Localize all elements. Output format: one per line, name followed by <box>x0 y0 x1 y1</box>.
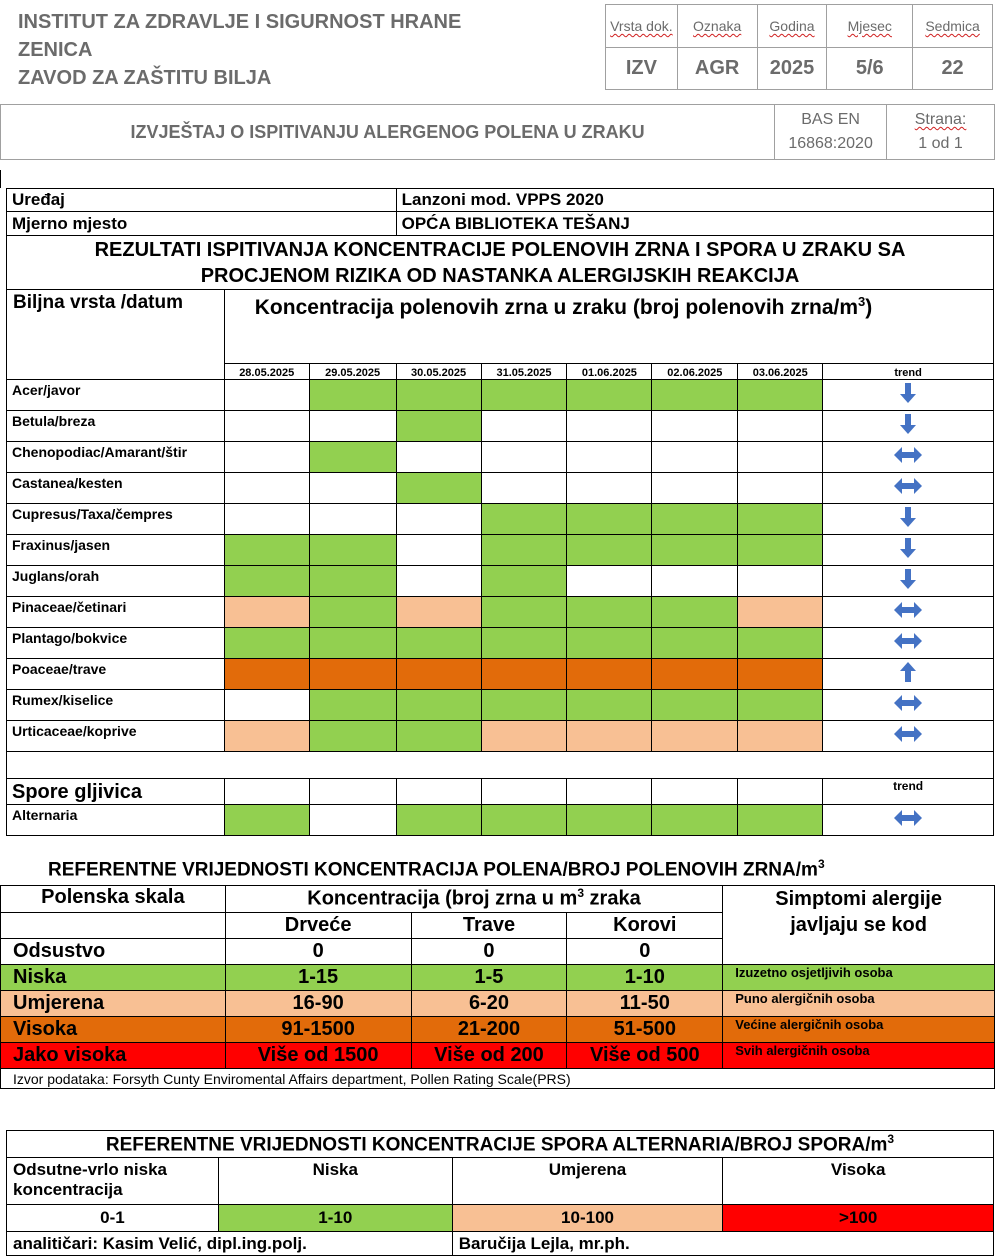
empty-cell <box>309 779 396 805</box>
level-weeds: 0 <box>567 939 723 965</box>
concentration-cell <box>738 380 823 411</box>
code-label-week: Sedmica <box>913 5 993 48</box>
concentration-cell <box>738 566 823 597</box>
level-symptoms: Puno alergičnih osoba <box>723 991 995 1017</box>
arrow-left-right-icon <box>893 606 923 623</box>
page-label: Strana: <box>914 111 967 128</box>
level-symptoms: Većine alergičnih osoba <box>723 1017 995 1043</box>
standard-reference <box>775 105 887 160</box>
concentration-cell <box>738 805 823 836</box>
arrow-left-right-icon <box>893 482 923 499</box>
concentration-cell <box>396 473 481 504</box>
empty-cell <box>396 779 481 805</box>
spore-category-high: Visoka <box>723 1158 994 1205</box>
concentration-cell <box>652 721 738 752</box>
level-grasses: 1-5 <box>411 965 567 991</box>
arrow-left-right-icon <box>893 637 923 654</box>
species-name: Betula/breza <box>7 411 225 442</box>
arrow-down-icon <box>899 422 917 439</box>
concentration-cell <box>481 597 567 628</box>
concentration-cell <box>481 566 567 597</box>
concentration-cell <box>309 504 396 535</box>
level-label: Umjerena <box>1 991 226 1017</box>
concentration-cell <box>567 721 652 752</box>
concentration-cell <box>224 805 309 836</box>
concentration-cell <box>738 411 823 442</box>
pollen-reference-table <box>0 885 995 1089</box>
species-row <box>7 504 994 535</box>
reference-level-row <box>1 965 995 991</box>
level-trees: 0 <box>225 939 411 965</box>
reference-level-row <box>1 1017 995 1043</box>
concentration-cell <box>481 504 567 535</box>
concentration-cell <box>224 597 309 628</box>
code-value-doc-type: IZV <box>606 48 678 90</box>
concentration-cell <box>224 690 309 721</box>
margin-mark <box>0 170 1 188</box>
concentration-cell <box>396 411 481 442</box>
spores-trend-header: trend <box>823 779 994 805</box>
species-row <box>7 628 994 659</box>
concentration-cell <box>224 535 309 566</box>
concentration-cell <box>738 628 823 659</box>
concentration-range-header: Koncentracija (broj zrna u $m^3$ zraka <box>225 886 723 913</box>
spore-category-absent: Odsutne-vrlo niska koncentracija <box>7 1158 219 1205</box>
species-row <box>7 411 994 442</box>
concentration-cell <box>309 566 396 597</box>
species-name: Pinaceae/četinari <box>7 597 225 628</box>
date-header: 02.06.2025 <box>652 364 738 380</box>
concentration-cell <box>567 411 652 442</box>
code-value-year: 2025 <box>757 48 827 90</box>
concentration-cell <box>738 535 823 566</box>
institute-line-3: ZAVOD ZA ZAŠTITU BILJA <box>18 67 272 89</box>
concentration-cell <box>481 442 567 473</box>
code-label-doc-type: Vrsta dok. <box>606 5 678 48</box>
date-header: 03.06.2025 <box>738 364 823 380</box>
measuring-place-label: Mjerno mjesto <box>7 212 397 236</box>
trend-cell <box>823 473 994 504</box>
empty-cell <box>567 779 652 805</box>
level-label: Visoka <box>1 1017 226 1043</box>
page-number <box>887 105 995 160</box>
concentration-cell <box>309 473 396 504</box>
empty-cell <box>224 779 309 805</box>
concentration-cell <box>652 473 738 504</box>
concentration-cell <box>481 721 567 752</box>
concentration-cell <box>567 473 652 504</box>
level-weeds: 11-50 <box>567 991 723 1017</box>
concentration-cell <box>396 597 481 628</box>
species-name: Alternaria <box>7 805 225 836</box>
date-header: 30.05.2025 <box>396 364 481 380</box>
concentration-cell <box>224 473 309 504</box>
concentration-cell <box>481 805 567 836</box>
level-grasses: Više od 200 <box>411 1043 567 1069</box>
species-name: Chenopodiac/Amarant/štir <box>7 442 225 473</box>
species-name: Urticaceae/koprive <box>7 721 225 752</box>
level-trees: Više od 1500 <box>225 1043 411 1069</box>
spore-reference-title: REFERENTNE VRIJEDNOSTI KONCENTRACIJE SPORA ALTERNARIA/BROJ SPORA/$m^3$ <box>7 1131 994 1158</box>
concentration-cell <box>309 659 396 690</box>
spore-value-moderate: 10-100 <box>452 1205 723 1232</box>
trees-header: Drveće <box>225 913 411 939</box>
arrow-down-icon <box>899 577 917 594</box>
concentration-cell <box>224 442 309 473</box>
concentration-cell <box>738 659 823 690</box>
concentration-cell <box>738 473 823 504</box>
code-label-year: Godina <box>757 5 827 48</box>
spore-value-absent: 0-1 <box>7 1205 219 1232</box>
concentration-cell <box>567 566 652 597</box>
trend-cell <box>823 721 994 752</box>
device-label: Uređaj <box>7 189 397 212</box>
date-header: 31.05.2025 <box>481 364 567 380</box>
concentration-cell <box>567 628 652 659</box>
species-row <box>7 473 994 504</box>
species-row <box>7 566 994 597</box>
trend-cell <box>823 659 994 690</box>
concentration-cell <box>567 535 652 566</box>
page-value: 1 od 1 <box>918 135 963 152</box>
concentration-cell <box>481 628 567 659</box>
reference-level-row <box>1 1043 995 1069</box>
concentration-header: Koncentracija polenovih zrna u zraku (broj polenovih zrna/$m^3$) <box>224 290 993 364</box>
empty-cell <box>481 779 567 805</box>
pollen-reference-title: REFERENTNE VRIJEDNOSTI KONCENTRACIJA POLENA/BROJ POLENOVIH ZRNA/$m^3$ <box>48 857 825 881</box>
code-value-week: 22 <box>913 48 993 90</box>
arrow-down-icon <box>899 391 917 408</box>
trend-cell <box>823 690 994 721</box>
concentration-cell <box>309 690 396 721</box>
concentration-cell <box>396 690 481 721</box>
concentration-cell <box>652 380 738 411</box>
arrow-up-icon <box>899 670 917 687</box>
trend-cell <box>823 805 994 836</box>
level-symptoms: Svih alergičnih osoba <box>723 1043 995 1069</box>
level-trees: 1-15 <box>225 965 411 991</box>
species-row <box>7 442 994 473</box>
level-grasses: 6-20 <box>411 991 567 1017</box>
species-date-header: Biljna vrsta /datum <box>7 290 225 380</box>
species-name: Rumex/kiselice <box>7 690 225 721</box>
species-name: Fraxinus/jasen <box>7 535 225 566</box>
concentration-cell <box>396 721 481 752</box>
level-weeds: 51-500 <box>567 1017 723 1043</box>
concentration-cell <box>224 504 309 535</box>
arrow-left-right-icon <box>893 730 923 747</box>
concentration-cell <box>396 659 481 690</box>
concentration-cell <box>738 504 823 535</box>
species-name: Poaceae/trave <box>7 659 225 690</box>
concentration-cell <box>396 805 481 836</box>
concentration-cell <box>224 566 309 597</box>
trend-cell <box>823 597 994 628</box>
pollen-scale-header: Polenska skala <box>1 886 226 913</box>
level-label: Odsustvo <box>1 939 226 965</box>
level-label: Niska <box>1 965 226 991</box>
concentration-cell <box>396 504 481 535</box>
results-title-line-2: PROCJENOM RIZIKA OD NASTANKA ALERGIJSKIH REAKCIJA <box>200 264 800 287</box>
concentration-cell <box>567 380 652 411</box>
concentration-cell <box>481 690 567 721</box>
separator-row <box>7 752 994 779</box>
concentration-cell <box>738 690 823 721</box>
species-row <box>7 805 994 836</box>
concentration-cell <box>309 628 396 659</box>
institute-name <box>18 8 608 92</box>
species-name: Juglans/orah <box>7 566 225 597</box>
concentration-cell <box>224 411 309 442</box>
analyst-1: analitičari: Kasim Velić, dipl.ing.polj. <box>7 1232 453 1256</box>
concentration-cell <box>396 442 481 473</box>
date-header: 29.05.2025 <box>309 364 396 380</box>
spore-reference-table <box>6 1130 994 1256</box>
spore-category-low: Niska <box>218 1158 452 1205</box>
concentration-cell <box>652 597 738 628</box>
code-value-month: 5/6 <box>827 48 913 90</box>
trend-cell <box>823 442 994 473</box>
results-title <box>7 236 994 290</box>
concentration-cell <box>567 504 652 535</box>
concentration-cell <box>652 628 738 659</box>
date-header: 28.05.2025 <box>224 364 309 380</box>
species-row <box>7 597 994 628</box>
concentration-cell <box>652 411 738 442</box>
concentration-cell <box>738 442 823 473</box>
species-name: Castanea/kesten <box>7 473 225 504</box>
concentration-cell <box>481 473 567 504</box>
concentration-cell <box>309 535 396 566</box>
concentration-cell <box>309 442 396 473</box>
concentration-cell <box>652 504 738 535</box>
trend-cell <box>823 535 994 566</box>
concentration-cell <box>309 721 396 752</box>
species-row <box>7 721 994 752</box>
standard-line-1: BAS EN <box>801 111 860 128</box>
concentration-cell <box>224 380 309 411</box>
concentration-cell <box>738 721 823 752</box>
level-trees: 16-90 <box>225 991 411 1017</box>
empty-cell <box>738 779 823 805</box>
concentration-cell <box>567 805 652 836</box>
trend-header: trend <box>823 364 994 380</box>
results-title-line-1: REZULTATI ISPITIVANJA KONCENTRACIJE POLENOVIH ZRNA I SPORA U ZRAKU SA <box>94 238 906 261</box>
empty-cell <box>652 779 738 805</box>
arrow-down-icon <box>899 546 917 563</box>
weeds-header: Korovi <box>567 913 723 939</box>
date-header: 01.06.2025 <box>567 364 652 380</box>
concentration-cell <box>567 597 652 628</box>
concentration-cell <box>481 659 567 690</box>
spore-value-high: >100 <box>723 1205 994 1232</box>
concentration-cell <box>652 442 738 473</box>
species-row <box>7 690 994 721</box>
concentration-cell <box>396 566 481 597</box>
results-table <box>6 188 994 836</box>
level-symptoms: Izuzetno osjetljivih osoba <box>723 965 995 991</box>
reference-level-row <box>1 991 995 1017</box>
arrow-left-right-icon <box>893 699 923 716</box>
concentration-cell <box>309 805 396 836</box>
arrow-left-right-icon <box>893 814 923 831</box>
concentration-cell <box>309 597 396 628</box>
concentration-cell <box>567 659 652 690</box>
concentration-cell <box>738 597 823 628</box>
analyst-2: Baručija Lejla, mr.ph. <box>452 1232 993 1256</box>
spores-header: Spore gljivica <box>7 779 225 805</box>
concentration-cell <box>481 535 567 566</box>
spore-value-low: 1-10 <box>218 1205 452 1232</box>
trend-cell <box>823 566 994 597</box>
level-label: Jako visoka <box>1 1043 226 1069</box>
report-title: IZVJEŠTAJ O ISPITIVANJU ALERGENOG POLENA U ZRAKU <box>1 105 775 160</box>
concentration-cell <box>309 411 396 442</box>
institute-line-2: ZENICA <box>18 39 93 61</box>
trend-cell <box>823 628 994 659</box>
trend-cell <box>823 411 994 442</box>
symptoms-header: Simptomi alergije javljaju se kod <box>723 886 995 965</box>
arrow-down-icon <box>899 515 917 532</box>
device-value: Lanzoni mod. VPPS 2020 <box>396 189 993 212</box>
species-row <box>7 380 994 411</box>
institute-line-1: INSTITUT ZA ZDRAVLJE I SIGURNOST HRANE <box>18 11 462 33</box>
data-source: Izvor podataka: Forsyth Cunty Enviromental Affairs department, Pollen Rating Scale(PRS) <box>1 1069 995 1089</box>
arrow-left-right-icon <box>893 451 923 468</box>
concentration-cell <box>481 411 567 442</box>
concentration-cell <box>396 628 481 659</box>
concentration-cell <box>652 690 738 721</box>
measuring-place-value: OPĆA BIBLIOTEKA TEŠANJ <box>396 212 993 236</box>
empty-cell <box>1 913 226 939</box>
level-grasses: 21-200 <box>411 1017 567 1043</box>
concentration-cell <box>224 721 309 752</box>
code-label-mark: Oznaka <box>677 5 757 48</box>
species-row <box>7 659 994 690</box>
concentration-cell <box>652 805 738 836</box>
concentration-cell <box>567 690 652 721</box>
concentration-cell <box>481 380 567 411</box>
concentration-cell <box>224 659 309 690</box>
species-row <box>7 535 994 566</box>
concentration-cell <box>567 442 652 473</box>
document-codes-table <box>605 4 993 90</box>
code-value-mark: AGR <box>677 48 757 90</box>
code-label-month: Mjesec <box>827 5 913 48</box>
concentration-cell <box>652 659 738 690</box>
level-weeds: 1-10 <box>567 965 723 991</box>
standard-line-2: 16868:2020 <box>788 135 873 152</box>
concentration-cell <box>652 566 738 597</box>
species-name: Cupresus/Taxa/čempres <box>7 504 225 535</box>
report-title-table <box>0 104 995 160</box>
concentration-cell <box>652 535 738 566</box>
trend-cell <box>823 380 994 411</box>
level-grasses: 0 <box>411 939 567 965</box>
grasses-header: Trave <box>411 913 567 939</box>
spore-category-moderate: Umjerena <box>452 1158 723 1205</box>
concentration-cell <box>224 628 309 659</box>
concentration-cell <box>396 535 481 566</box>
level-trees: 91-1500 <box>225 1017 411 1043</box>
concentration-cell <box>309 380 396 411</box>
level-weeds: Više od 500 <box>567 1043 723 1069</box>
species-name: Plantago/bokvice <box>7 628 225 659</box>
species-name: Acer/javor <box>7 380 225 411</box>
trend-cell <box>823 504 994 535</box>
concentration-cell <box>396 380 481 411</box>
